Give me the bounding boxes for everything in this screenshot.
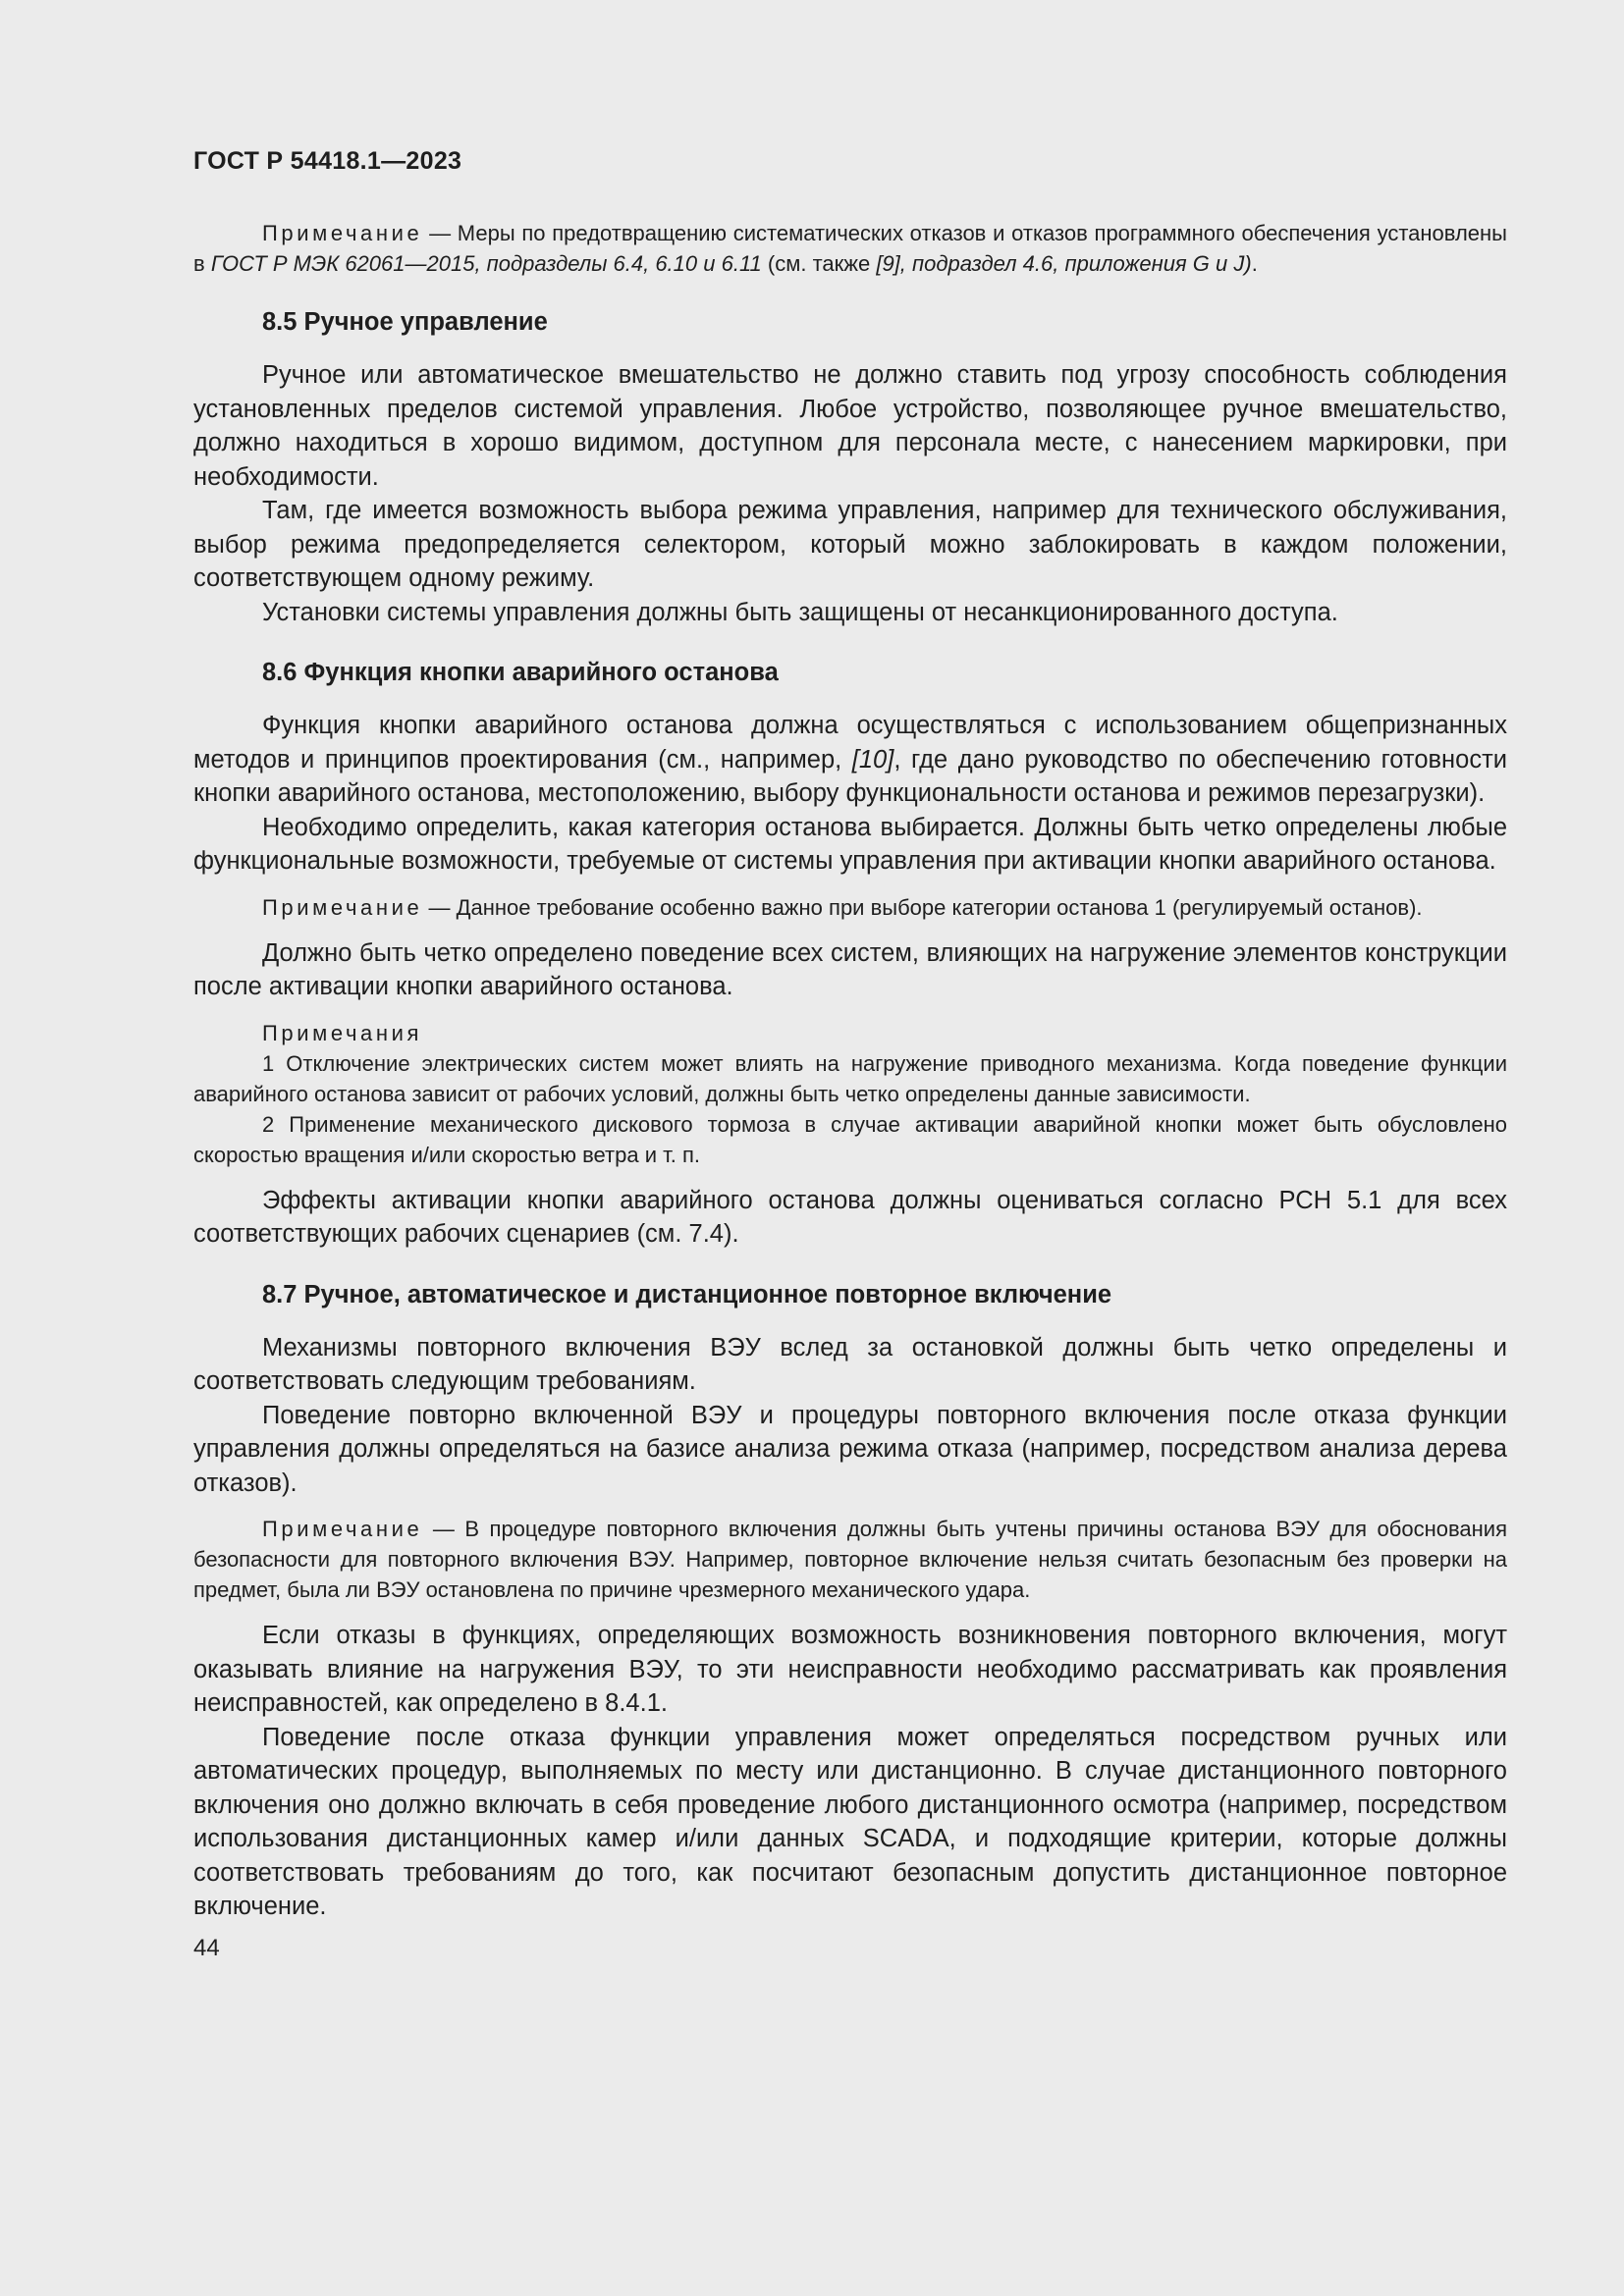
notes-label: Примечания — [262, 1020, 423, 1045]
paragraph: Должно быть четко определено поведение всех систем, влияющих на нагружение элементов конструкции после активации кнопки аварийного останова. — [193, 938, 1507, 1000]
section-heading-8-7: 8.7 Ручное, автоматическое и дистанционное повторное включение — [262, 1280, 1112, 1308]
note: Примечание — Данное требование особенно важно при выборе категории останова 1 (регулируемый останов). — [262, 894, 1423, 920]
page-number: 44 — [193, 1934, 220, 1961]
paragraph: Если отказы в функциях, определяющих возможность возникновения повторного включения, могут оказывать влияние на нагружения ВЭУ, то эти неисправности необходимо рассматривать как проявления неисправностей, как определено в 8.4.1. — [193, 1622, 1507, 1717]
note-label: Примечание — [262, 221, 423, 245]
paragraph: Поведение повторно включенной ВЭУ и процедуры повторного включения после отказа функции управления должны определяться на базисе анализа режима отказа (например, посредством анализа дерева отказов). — [193, 1401, 1507, 1497]
reference: [10] — [851, 745, 894, 774]
section-heading-8-5: 8.5 Ручное управление — [262, 308, 548, 336]
paragraph: Установки системы управления должны быть защищены от несанкционированного доступа. — [262, 598, 1338, 626]
reference: [9], подраздел 4.6, приложения G и J) — [876, 251, 1252, 276]
document-page — [193, 147, 1507, 1963]
note-item: 1 Отключение электрических систем может влиять на нагружение приводного механизма. Когда поведение функции аварийного останова зависит от рабочих условий, должны быть четко определены данные зависимости. — [193, 1050, 1507, 1106]
paragraph: Поведение после отказа функции управления может определяться посредством ручных или автоматических процедур, выполняемых по месту или дистанционно. В случае дистанционного повторного включения оно должно включать в себя проведение любого дистанционного осмотра (например, посредством использования дистанционных камер и/или данных SCADA, и подходящие критерии, которые должны соответствовать требованиям до того, как посчитают безопасным допустить дистанционное повторное включение. — [193, 1723, 1507, 1920]
paragraph: Эффекты активации кнопки аварийного останова должны оцениваться согласно РСН 5.1 для всех соответствующих рабочих сценариев (см. 7.4). — [193, 1186, 1507, 1248]
note: Примечание — В процедуре повторного включения должны быть учтены причины останова ВЭУ для обоснования безопасности для повторного включения ВЭУ. Например, повторное включение нельзя считать безопасным без проверки на предмет, была ли ВЭУ остановлена по причине чрезмерного механического удара. — [193, 1517, 1507, 1602]
reference: ГОСТ Р МЭК 62061—2015, подразделы 6.4, 6.10 и 6.11 — [210, 251, 762, 276]
section-heading-8-6: 8.6 Функция кнопки аварийного останова — [262, 659, 779, 686]
note-item: 2 Применение механического дискового тормоза в случае активации аварийной кнопки может быть обусловлено скоростью вращения и/или скоростью ветра и т. п. — [193, 1111, 1507, 1167]
paragraph: Там, где имеется возможность выбора режима управления, например для технического обслуживания, выбор режима предопределяется селектором, который можно заблокировать в каждом положении, соответствующем одному режиму. — [193, 497, 1507, 592]
paragraph: Ручное или автоматическое вмешательство не должно ставить под угрозу способность соблюдения установленных пределов системой управления. Любое устройство, позволяющее ручное вмешательство, должно находиться в хорошо видимом, доступном для персонала месте, с нанесением маркировки, при необходимости. — [193, 361, 1507, 491]
note-label: Примечание — [262, 1517, 423, 1541]
note-label: Примечание — [262, 894, 423, 920]
note-top: Примечание — Меры по предотвращению систематических отказов и отказов программного обеспечения установлены в ГОСТ Р МЭК 62061—2015, подразделы 6.4, 6.10 и 6.11 (см. также [9], подраздел 4.6, приложения G и J). — [193, 221, 1507, 276]
paragraph: Механизмы повторного включения ВЭУ вслед за остановкой должны быть четко определены и соответствовать следующим требованиям. — [193, 1333, 1507, 1395]
running-header: ГОСТ Р 54418.1—2023 — [193, 147, 462, 175]
paragraph: Необходимо определить, какая категория останова выбирается. Должны быть четко определены любые функциональные возможности, требуемые от системы управления при активации кнопки аварийного останова. — [193, 813, 1507, 875]
paragraph: Функция кнопки аварийного останова должна осуществляться с использованием общепризнанных методов и принципов проектирования (см., например, [10], где дано руководство по обеспечению готовности кнопки аварийного останова, местоположению, выбору функциональности останова и режимов перезагрузки). — [193, 712, 1507, 807]
